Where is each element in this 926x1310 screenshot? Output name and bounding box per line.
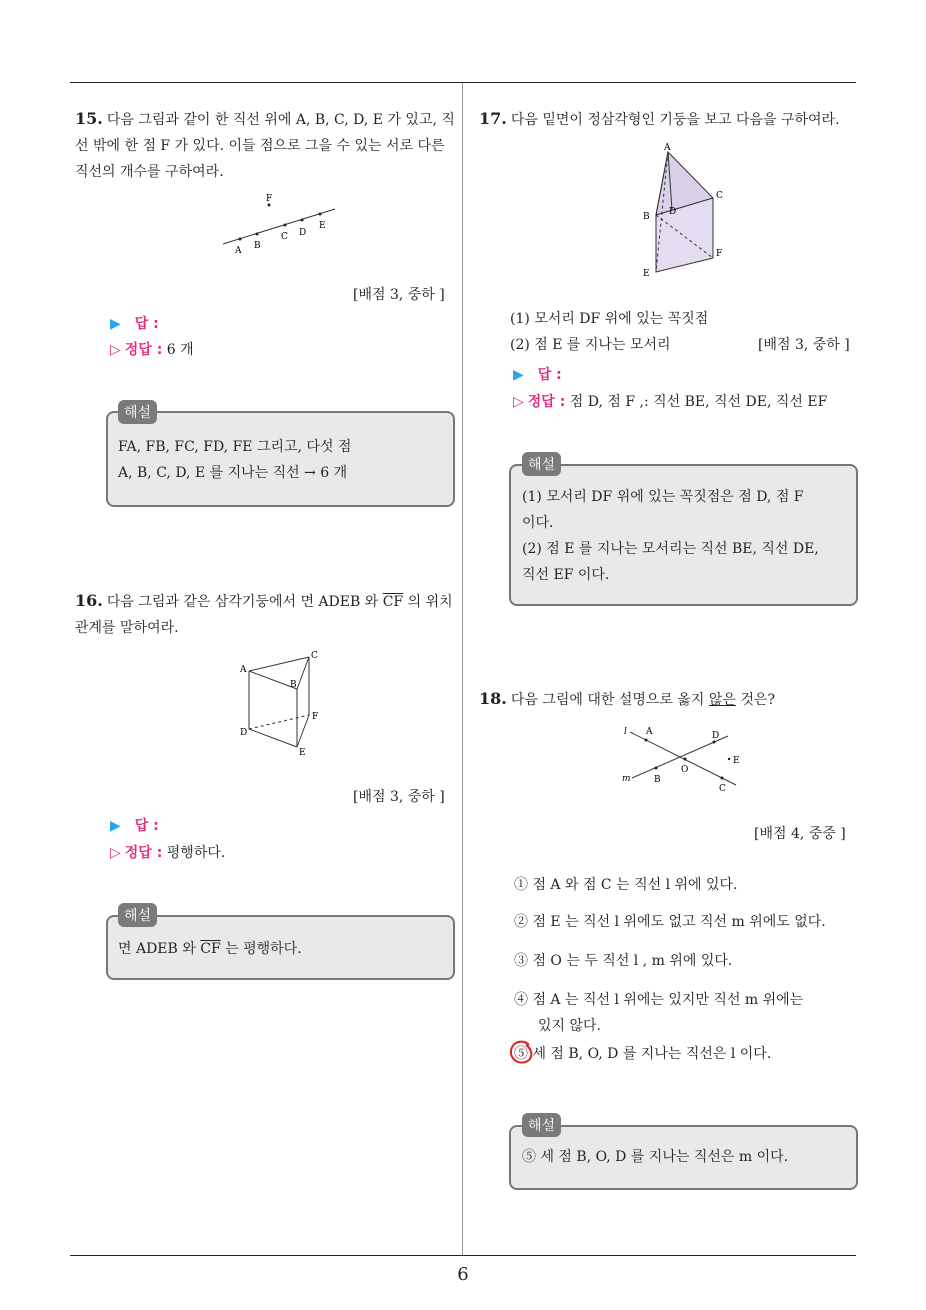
q18-label-o: O [681, 765, 689, 775]
answer-arrow-icon: ▶ [513, 367, 524, 383]
selected-answer-circle-icon [508, 1039, 534, 1067]
q16-correct-label: 정답 : [124, 845, 163, 861]
q17-label-e: E [643, 269, 650, 279]
q15-label-a: A [235, 246, 242, 256]
q17-score: [배점 3, 중하 ] [758, 337, 850, 353]
q17-correct-row [513, 391, 827, 411]
q17-exp-line3: (2) 점 E 를 지나는 모서리는 직선 BE, 직선 DE, [522, 541, 819, 557]
q18-choice-1[interactable]: ① 점 A 와 점 C 는 직선 l 위에 있다. [514, 877, 738, 893]
q15-answer-label: 답 : [134, 316, 159, 332]
q17-correct-value: 점 D, 점 F ,: 직선 BE, 직선 DE, 직선 EF [569, 394, 828, 410]
q18-explanation-tag: 해설 [522, 1113, 561, 1137]
q18-number: 18. [479, 689, 507, 708]
q17-sub1: (1) 모서리 DF 위에 있는 꼭짓점 [510, 311, 709, 327]
column-divider [462, 83, 463, 1255]
q16-label-f: F [312, 712, 319, 722]
q15-label-f: F [266, 194, 273, 204]
q15-explanation-tag: 해설 [118, 400, 157, 424]
q17-exp-line4: 직선 EF 이다. [522, 567, 610, 583]
q16-correct-value: 평행하다. [166, 845, 226, 861]
q18-figure [618, 722, 753, 797]
q15-explanation-text [118, 434, 443, 486]
q17-label-f: F [716, 249, 723, 259]
q17-number: 17. [479, 109, 507, 128]
q18-label-c: C [719, 784, 726, 794]
q18-body-a: 다음 그림에 대한 설명으로 옳지 [510, 692, 705, 708]
q17-correct-label: 정답 : [527, 394, 566, 410]
q16-label-d: D [240, 728, 248, 738]
q17-figure [638, 140, 733, 280]
q15-label-c: C [281, 232, 288, 242]
q17-label-a: A [664, 143, 671, 153]
q17-label-c: C [716, 191, 723, 201]
q15-figure [215, 188, 345, 258]
q16-answer-row [110, 815, 159, 835]
q15-correct-row [110, 339, 194, 359]
q18-choice-4-cont: 있지 않다. [538, 1018, 601, 1034]
q17-exp-line1: (1) 모서리 DF 위에 있는 꼭짓점은 점 D, 점 F [522, 489, 804, 505]
q16-text [75, 588, 455, 641]
q18-choice-2[interactable]: ② 점 E 는 직선 l 위에도 없고 직선 m 위에도 없다. [514, 914, 826, 930]
answer-arrow-icon: ▶ [110, 818, 121, 834]
q15-label-d: D [299, 228, 307, 238]
correct-arrow-icon: ▷ [513, 394, 524, 410]
q15-correct-label: 정답 : [124, 342, 163, 358]
q16-correct-row [110, 842, 225, 862]
q18-label-a: A [646, 727, 653, 737]
bottom-rule [70, 1255, 856, 1256]
q18-label-l: l [624, 727, 627, 737]
q15-answer-row [110, 313, 159, 333]
q16-explanation-tag: 해설 [118, 903, 157, 927]
q15-correct-value: 6 개 [166, 342, 194, 358]
q16-label-b: B [290, 680, 297, 690]
q16-score: [배점 3, 중하 ] [353, 789, 445, 805]
page-number: 6 [457, 1264, 469, 1285]
q15-label-b: B [254, 241, 261, 251]
q17-label-d: D [669, 207, 677, 217]
q15-label-e: E [319, 221, 326, 231]
q17-explanation-text [522, 484, 847, 588]
answer-arrow-icon: ▶ [110, 316, 121, 332]
q18-choice-4[interactable]: ④ 점 A 는 직선 l 위에는 있지만 직선 m 위에는 [514, 992, 804, 1008]
q16-number: 16. [75, 591, 103, 610]
q18-text [479, 686, 859, 713]
q18-explanation-text: ⑤ 세 점 B, O, D 를 지나는 직선은 m 이다. [522, 1149, 789, 1165]
q15-text [75, 106, 455, 185]
q17-exp-line2: 이다. [522, 515, 554, 531]
q18-body-b: 것은? [740, 692, 775, 708]
q16-explanation-text [118, 936, 443, 962]
q16-exp-segment: $\overline{CF}$ [200, 941, 221, 957]
q16-label-e: E [299, 748, 306, 758]
q18-label-d: D [712, 731, 720, 741]
q18-score: [배점 4, 중중 ] [754, 826, 846, 842]
top-rule [70, 82, 856, 83]
q16-exp-a: 면 ADEB 와 [118, 941, 196, 957]
q16-answer-label: 답 : [134, 818, 159, 834]
q16-body-a: 다음 그림과 같은 삼각기둥에서 면 ADEB 와 [106, 594, 379, 610]
q15-body: 다음 그림과 같이 한 직선 위에 A, B, C, D, E 가 있고, 직선 밖에 한 점 F 가 있다. 이들 점으로 그을 수 있는 서로 다른 직선의 개수를 구하여라. [75, 112, 455, 180]
correct-arrow-icon: ▷ [110, 845, 121, 861]
q16-body-b: 의 위치 관계를 말하여라. [75, 594, 453, 636]
q17-sub2: (2) 점 E 를 지나는 모서리 [510, 337, 671, 353]
q15-exp-line2: A, B, C, D, E 를 지나는 직선 → 6 개 [118, 465, 348, 481]
q15-number: 15. [75, 109, 103, 128]
q18-label-b: B [654, 775, 661, 785]
q16-label-c: C [311, 651, 318, 661]
q17-text [479, 106, 859, 133]
correct-arrow-icon: ▷ [110, 342, 121, 358]
q17-answer-row [513, 364, 562, 384]
q17-body: 다음 밑면이 정삼각형인 기둥을 보고 다음을 구하여라. [510, 112, 840, 128]
q18-choice-5[interactable]: ⑤ 세 점 B, O, D 를 지나는 직선은 l 이다. [514, 1046, 772, 1062]
q16-label-a: A [240, 665, 247, 675]
q17-label-b: B [643, 212, 650, 222]
q18-label-m: m [622, 774, 631, 784]
q16-segment-cf: $\overline{CF}$ [382, 594, 404, 610]
q18-choice-3[interactable]: ③ 점 O 는 두 직선 l , m 위에 있다. [514, 953, 733, 969]
q17-explanation-tag: 해설 [522, 452, 561, 476]
q15-exp-line1: FA, FB, FC, FD, FE 그리고, 다섯 점 [118, 439, 352, 455]
q16-figure [235, 645, 330, 760]
q18-body-underline: 않은 [708, 692, 736, 708]
q17-answer-label: 답 : [537, 367, 562, 383]
q16-exp-b: 는 평행하다. [225, 941, 302, 957]
q15-score: [배점 3, 중하 ] [353, 287, 445, 303]
q18-label-e: E [733, 756, 740, 766]
